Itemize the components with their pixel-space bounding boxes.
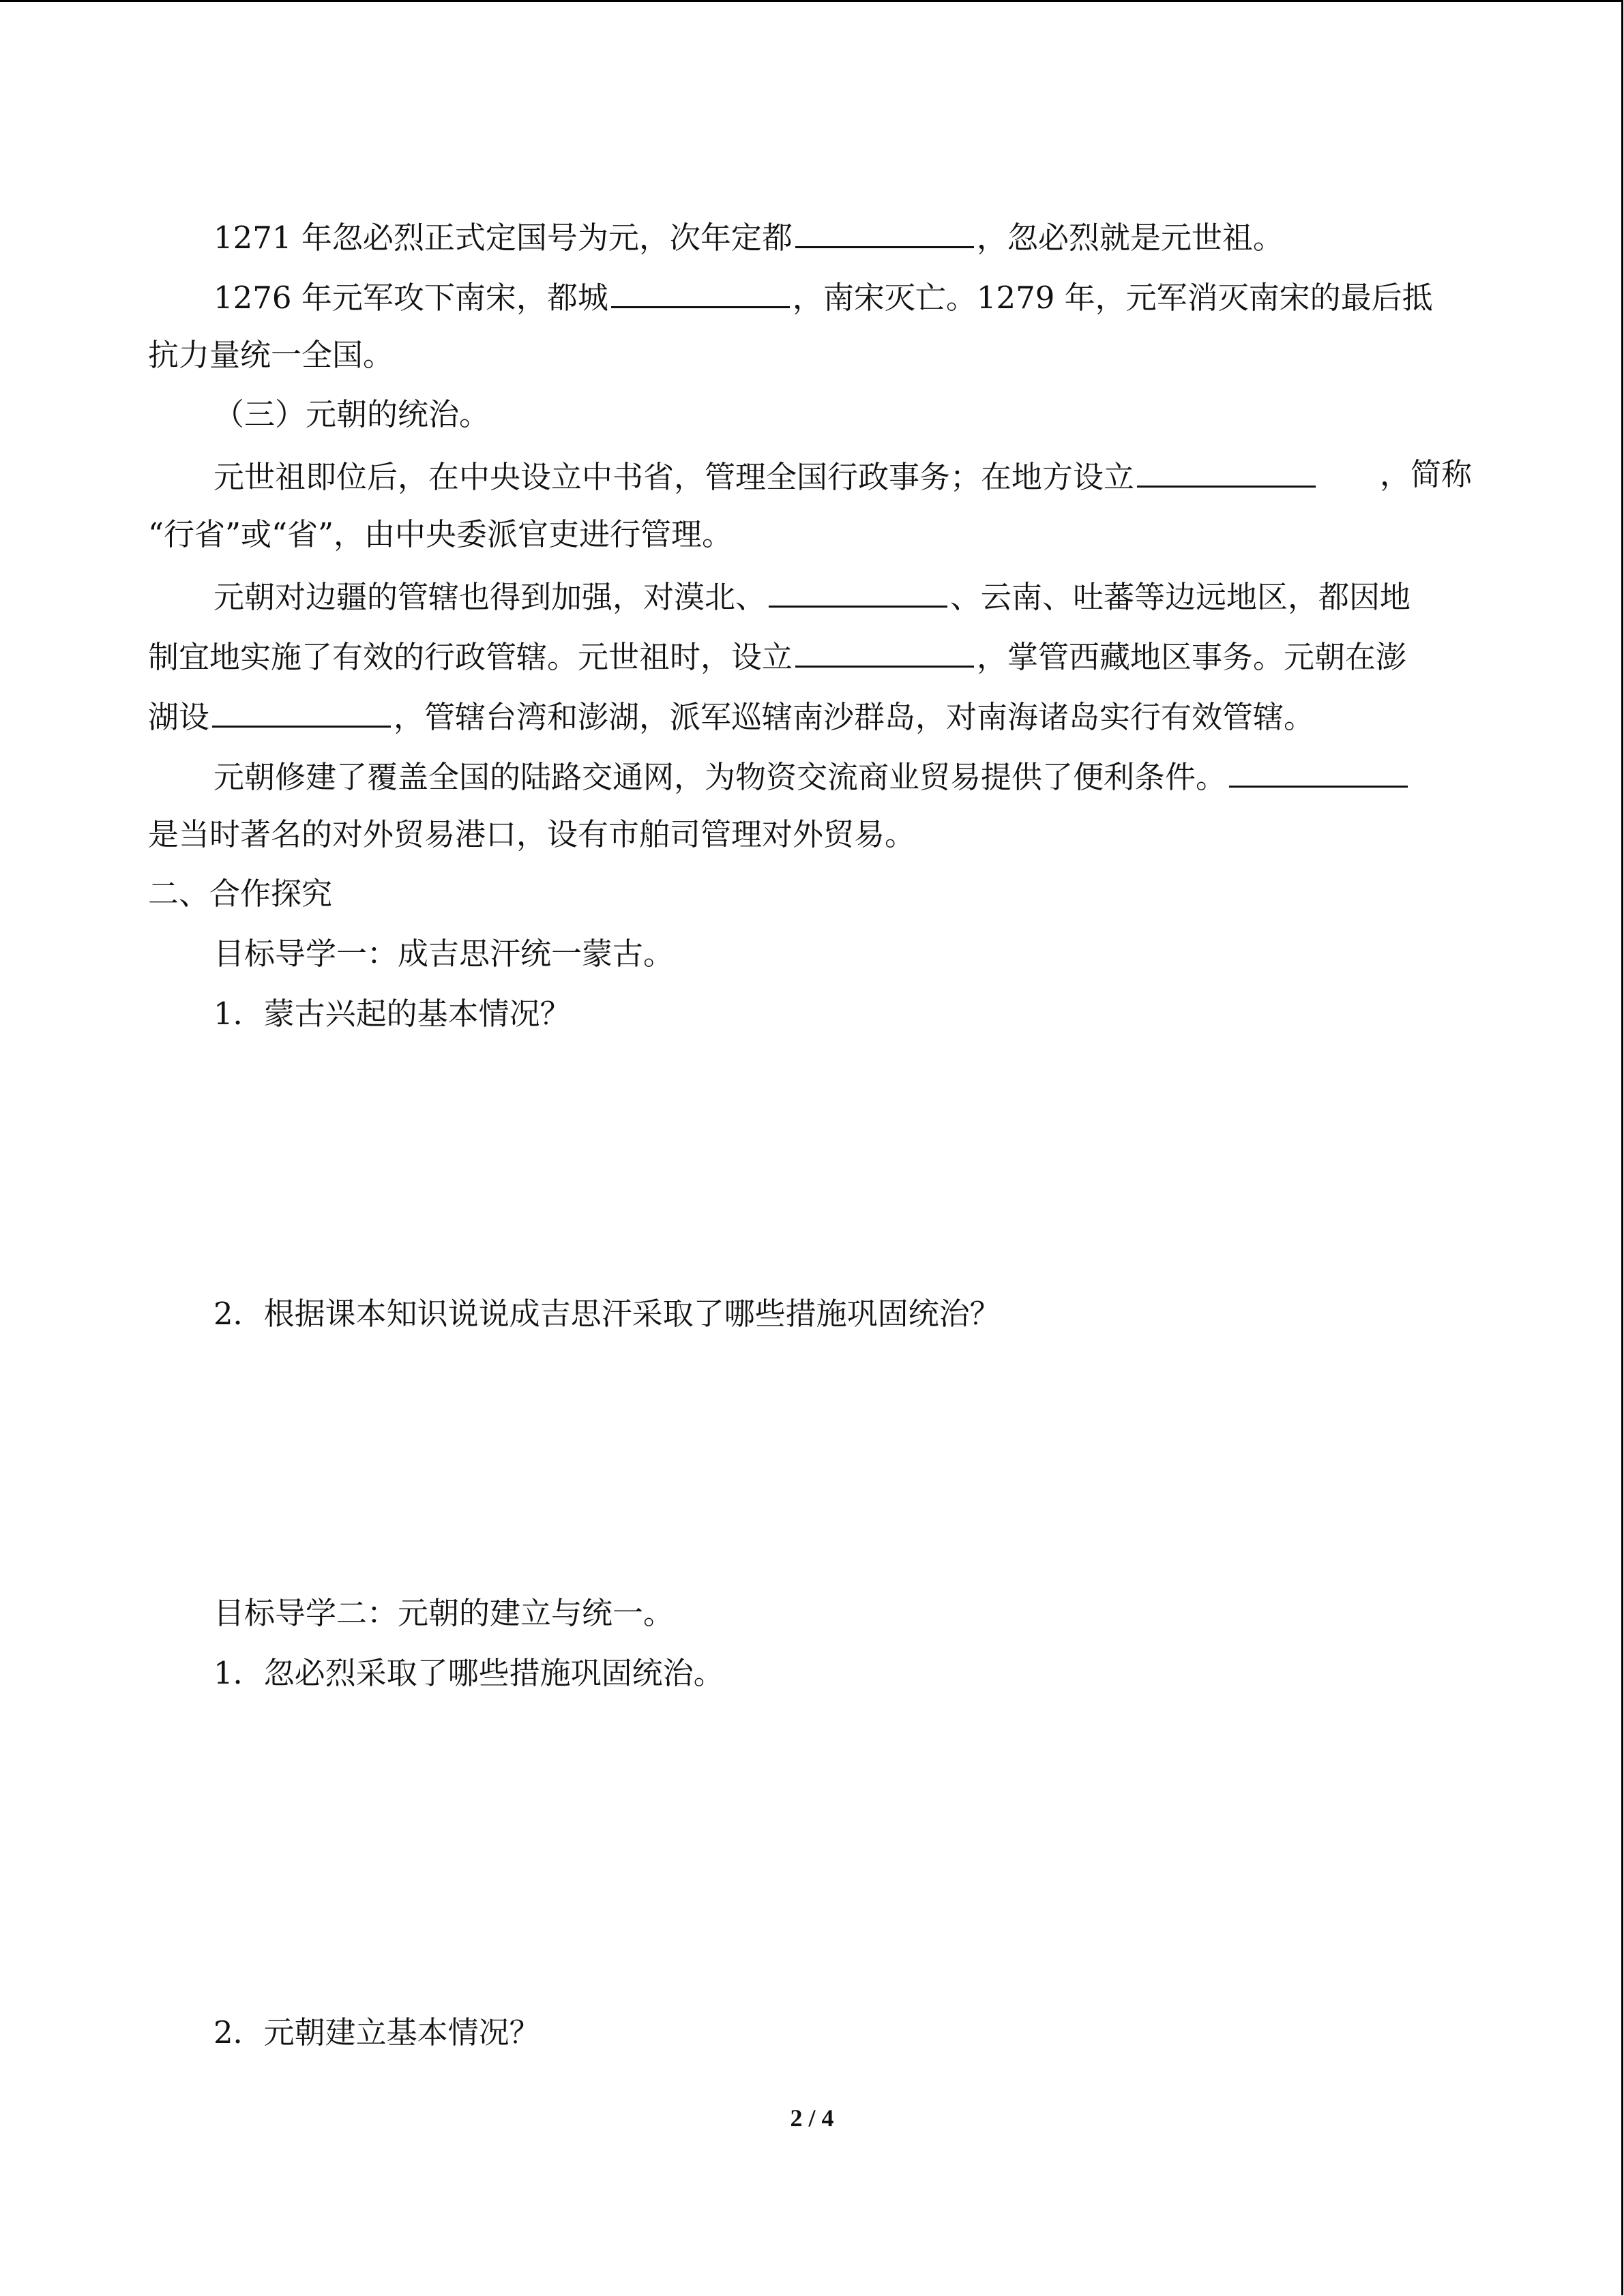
text: 元朝对边疆的管辖也得到加强，对漠北、 xyxy=(213,579,767,615)
paragraph-trade-line2: 是当时著名的对外贸易港口，设有市舶司管理对外贸易。 xyxy=(148,816,916,852)
fill-in-blank[interactable] xyxy=(795,216,974,248)
paragraph-yuan-capital xyxy=(213,216,1284,257)
paragraph-provinces-line1 xyxy=(213,456,1472,496)
paragraph-frontier-line2 xyxy=(148,636,1406,676)
text: ，掌管西藏地区事务。元朝在澎 xyxy=(977,639,1407,675)
goal2-question-1: 1．忽必烈采取了哪些措施巩固统治。 xyxy=(213,1655,724,1691)
fill-in-blank[interactable] xyxy=(1137,456,1316,488)
text: 1276 年元军攻下南宋，都城 xyxy=(213,280,608,316)
fill-in-blank[interactable] xyxy=(795,636,974,668)
text: 元世祖即位后，在中央设立中书省，管理全国行政事务；在地方设立 xyxy=(213,459,1135,495)
text: ，忽必烈就是元世祖。 xyxy=(976,220,1284,256)
paragraph-song-fall-line1 xyxy=(213,276,1433,317)
section-heading-yuan-rule: （三）元朝的统治。 xyxy=(213,396,490,432)
text: ，简称 xyxy=(1379,456,1472,492)
goal2-question-2: 2．元朝建立基本情况？ xyxy=(213,2014,540,2051)
paragraph-song-fall-line2: 抗力量统一全国。 xyxy=(148,337,394,373)
page-number: 2 / 4 xyxy=(790,2104,834,2132)
paragraph-provinces-line2: “行省”或“省”，由中央委派官吏进行管理。 xyxy=(148,516,733,552)
fill-in-blank[interactable] xyxy=(212,696,391,728)
text: 元朝修建了覆盖全国的陆路交通网，为物资交流商业贸易提供了便利条件。 xyxy=(213,759,1227,795)
goal1-question-1: 1．蒙古兴起的基本情况？ xyxy=(213,996,571,1032)
paragraph-trade-line1 xyxy=(213,756,1411,796)
goal1-title: 目标导学一：成吉思汗统一蒙古。 xyxy=(213,936,675,972)
paragraph-frontier-line1 xyxy=(213,576,1411,616)
goal1-question-2: 2．根据课本知识说说成吉思汗采取了哪些措施巩固统治？ xyxy=(213,1296,1001,1332)
text: 1271 年忽必烈正式定国号为元，次年定都 xyxy=(213,220,793,256)
fill-in-blank[interactable] xyxy=(611,276,790,308)
fill-in-blank[interactable] xyxy=(1229,756,1408,788)
section-title-cooperative-inquiry: 二、合作探究 xyxy=(148,876,333,912)
goal2-title: 目标导学二：元朝的建立与统一。 xyxy=(213,1595,675,1631)
text: 湖设 xyxy=(148,699,210,735)
text: 、云南、吐蕃等边远地区，都因地 xyxy=(950,579,1411,615)
text: ，南宋灭亡。1279 年，元军消灭南宋的最后抵 xyxy=(792,280,1433,316)
paragraph-frontier-line3 xyxy=(148,696,1314,736)
text: ，管辖台湾和澎湖，派军巡辖南沙群岛，对南海诸岛实行有效管辖。 xyxy=(394,699,1315,735)
text: 制宜地实施了有效的行政管辖。元世祖时，设立 xyxy=(148,639,793,675)
fill-in-blank[interactable] xyxy=(769,576,947,608)
